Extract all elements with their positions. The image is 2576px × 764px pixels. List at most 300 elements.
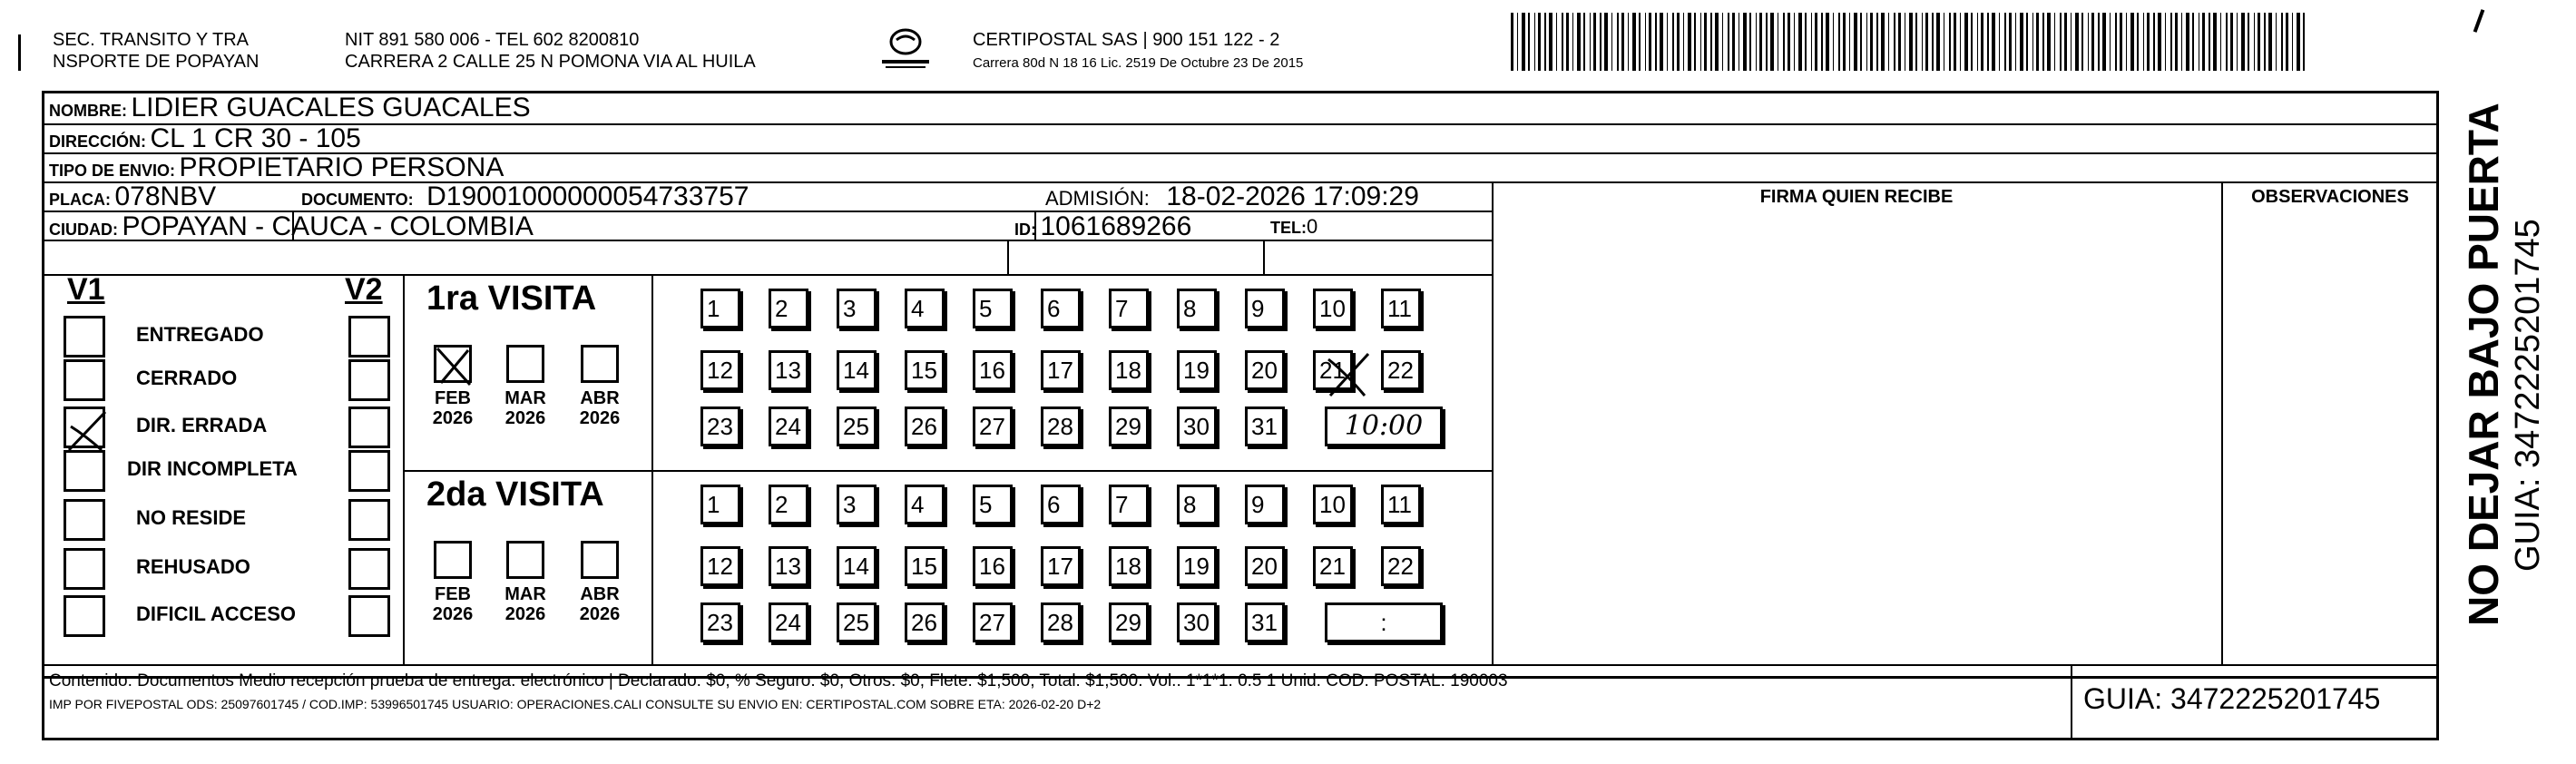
day-checkbox[interactable]: 14 (837, 546, 877, 586)
month-name: MAR (504, 584, 546, 604)
barcode-bar (1964, 13, 1968, 71)
row-divider-3-right (1492, 181, 2439, 183)
barcode-bar (2110, 13, 2111, 71)
status-label: REHUSADO (136, 555, 250, 578)
barcode-bar (1621, 13, 1624, 71)
status-v1-checkbox[interactable] (64, 316, 105, 358)
day-checkbox[interactable]: 24 (769, 602, 808, 642)
barcode-bar (1749, 13, 1751, 71)
day-checkbox[interactable]: 19 (1177, 546, 1217, 586)
barcode-bar (2071, 13, 2072, 71)
barcode-bar (1528, 13, 1530, 71)
direccion-label: DIRECCIÓN: (49, 132, 146, 151)
barcode-bar (2181, 13, 2182, 71)
day-checkbox[interactable]: 21 (1313, 546, 1353, 586)
barcode-bar (1572, 13, 1573, 71)
day-checkbox[interactable]: 12 (700, 350, 740, 390)
barcode-bar (2209, 13, 2210, 71)
tipo-value: PROPIETARIO PERSONA (179, 152, 504, 182)
barcode-bar (1522, 13, 1525, 71)
barcode-bar (2060, 13, 2062, 71)
month-checkbox[interactable] (581, 541, 619, 579)
barcode-bar (1549, 13, 1552, 71)
barcode-bar (1936, 13, 1940, 71)
status-label: DIFICIL ACCESO (136, 602, 297, 625)
footer-guia: GUIA: 3472225201745 (2083, 682, 2381, 715)
day-checkbox[interactable]: 4 (905, 289, 945, 328)
barcode-bar (2213, 13, 2217, 71)
nombre-value: LIDIER GUACALES GUACALES (131, 93, 531, 122)
barcode-bar (1794, 13, 1795, 71)
status-v2-checkbox[interactable] (348, 548, 390, 590)
ciudad-cell (49, 210, 534, 249)
barcode-bar (2268, 13, 2272, 71)
barcode-bar (2064, 13, 2067, 71)
barcode-bar (2102, 13, 2106, 71)
barcode-bar (2281, 13, 2283, 71)
barcode-bar (2143, 13, 2144, 71)
day-checkbox[interactable]: 31 (1245, 602, 1285, 642)
barcode-bar (2032, 13, 2033, 71)
month-year: 2026 (504, 408, 546, 428)
day-checkbox[interactable]: 6 (1041, 485, 1081, 524)
day-checkbox[interactable]: 30 (1177, 406, 1217, 446)
day-checkbox[interactable]: 3 (837, 289, 877, 328)
nit-line-2: CARRERA 2 CALLE 25 N POMONA VIA AL HUILA (345, 52, 756, 72)
month-label (426, 584, 480, 624)
day-checkbox[interactable]: 12 (700, 546, 740, 586)
barcode-bar (1854, 13, 1857, 71)
barcode-bar (1909, 13, 1913, 71)
barcode-bar (2036, 13, 2039, 71)
day-checkbox[interactable]: 1 (700, 289, 740, 328)
month-name: FEB (435, 584, 471, 604)
check-mark-day-21-first (1325, 350, 1376, 401)
barcode-bar (1628, 13, 1629, 71)
day-checkbox[interactable]: 2 (769, 289, 808, 328)
placa-label: PLACA: (49, 191, 111, 209)
month-name: ABR (580, 388, 620, 408)
day-checkbox[interactable]: 6 (1041, 289, 1081, 328)
day-checkbox[interactable]: 16 (973, 350, 1013, 390)
day-checkbox[interactable]: 23 (700, 406, 740, 446)
status-label: CERRADO (136, 367, 238, 389)
month-year: 2026 (579, 408, 621, 428)
barcode-bar (2015, 13, 2016, 71)
tel-cell (1270, 210, 1317, 247)
barcode-bar (1704, 13, 1707, 71)
barcode-bar (2165, 13, 2166, 71)
barcode-bar (1593, 13, 1596, 71)
month-label (573, 388, 627, 428)
second-visit-time: : (1325, 602, 1443, 642)
barcode-bar (1849, 13, 1850, 71)
barcode-bar (1511, 13, 1513, 71)
barcode-bar (2130, 13, 2134, 71)
status-v2-checkbox[interactable] (348, 499, 390, 541)
day-checkbox[interactable]: 15 (905, 350, 945, 390)
barcode-bar (1700, 13, 1701, 71)
day-checkbox[interactable]: 18 (1109, 350, 1149, 390)
barcode-bar (1683, 13, 1684, 71)
nombre-label: NOMBRE: (49, 102, 127, 120)
month-name: ABR (580, 584, 620, 604)
first-visit-time: 10:00 (1325, 406, 1443, 446)
barcode-bar (1728, 13, 1729, 71)
barcode-bar (2075, 13, 2079, 71)
barcode-bar (2241, 13, 2245, 71)
status-label: NO RESIDE (136, 506, 247, 529)
barcode-bar (1866, 13, 1867, 71)
barcode-bar (1577, 13, 1581, 71)
month-checkbox[interactable] (506, 541, 544, 579)
barcode-bar (2220, 13, 2221, 71)
day-checkbox[interactable]: 4 (905, 485, 945, 524)
day-checkbox[interactable]: 5 (973, 485, 1013, 524)
day-checkbox[interactable]: 29 (1109, 406, 1149, 446)
barcode-bar (2081, 13, 2083, 71)
nit-line-1: NIT 891 580 006 - TEL 602 8200810 (345, 30, 640, 50)
barcode-bar (2054, 13, 2055, 71)
barcode-bar (1722, 13, 1723, 71)
month-year: 2026 (432, 604, 474, 624)
month-year: 2026 (579, 604, 621, 624)
day-checkbox[interactable]: 28 (1041, 602, 1081, 642)
barcode-bar (2258, 13, 2260, 71)
margin-mark-left (18, 34, 21, 71)
barcode-bar (2042, 13, 2044, 71)
day-checkbox[interactable]: 8 (1177, 289, 1217, 328)
barcode-bar (1992, 13, 1995, 71)
day-checkbox[interactable]: 9 (1245, 485, 1285, 524)
day-checkbox[interactable]: 28 (1041, 406, 1081, 446)
barcode-bar (1838, 13, 1840, 71)
day-checkbox[interactable]: 16 (973, 546, 1013, 586)
day-checkbox[interactable]: 25 (837, 602, 877, 642)
barcode-bar (1710, 13, 1712, 71)
barcode-bar (1660, 13, 1663, 71)
day-checkbox[interactable]: 29 (1109, 602, 1149, 642)
barcode-bar (1677, 13, 1680, 71)
month-checkbox[interactable] (434, 541, 472, 579)
month-label (498, 584, 553, 624)
day-checkbox[interactable]: 25 (837, 406, 877, 446)
barcode-bar (1888, 13, 1889, 71)
footer-content-line: Contenido: Documentos Medio recepción prueba de entrega: electrónico | Declarado: $0, % Seguro: $0, Otros: $0, Flete: $1,500, Total: $1,500. Vol.: 1*1*1. 0.5 1 Unid. COD. POSTAL: 190003 (49, 671, 1508, 691)
month-checkbox[interactable] (581, 345, 619, 383)
barcode-bar (1981, 13, 1983, 71)
barcode-bar (1639, 13, 1641, 71)
barcode-bar (2202, 13, 2205, 71)
day-checkbox[interactable]: 20 (1245, 350, 1285, 390)
month-label (426, 388, 480, 428)
day-checkbox[interactable]: 27 (973, 602, 1013, 642)
day-checkbox[interactable]: 1 (700, 485, 740, 524)
day-checkbox[interactable]: 13 (769, 350, 808, 390)
barcode-bar (1898, 13, 1901, 71)
side-warning: NO DEJAR BAJO PUERTA (2460, 103, 2507, 626)
barcode-bar (1876, 13, 1878, 71)
barcode-bar (2254, 13, 2255, 71)
barcode-bar (1915, 13, 1917, 71)
id-cell (1014, 210, 1191, 249)
status-v2-checkbox[interactable] (348, 406, 390, 448)
barcode-bar (1759, 13, 1762, 71)
barcode-bar (1562, 13, 1563, 71)
day-checkbox[interactable]: 18 (1109, 546, 1149, 586)
id-label: ID: (1014, 220, 1036, 239)
barcode-bar (1649, 13, 1651, 71)
ciudad-label: CIUDAD: (49, 220, 118, 239)
barcode-bar (1798, 13, 1802, 71)
day-checkbox[interactable]: 2 (769, 485, 808, 524)
day-checkbox[interactable]: 10 (1313, 485, 1353, 524)
day-checkbox[interactable]: 22 (1381, 350, 1421, 390)
day-checkbox[interactable]: 20 (1245, 546, 1285, 586)
day-checkbox[interactable]: 8 (1177, 485, 1217, 524)
barcode-bar (2009, 13, 2012, 71)
status-divider (403, 274, 405, 664)
barcode-bar (2264, 13, 2266, 71)
status-v1-checkbox[interactable] (64, 548, 105, 590)
month-year: 2026 (432, 408, 474, 428)
first-visit-title: 1ra VISITA (426, 279, 597, 318)
barcode-bar (2237, 13, 2238, 71)
firma-header: FIRMA QUIEN RECIBE (1759, 187, 1954, 207)
barcode-bar (1860, 13, 1862, 71)
sender-line-1: SEC. TRANSITO Y TRA (53, 30, 249, 50)
barcode-bar (1556, 13, 1557, 71)
barcode-bar (1715, 13, 1719, 71)
day-checkbox[interactable]: 17 (1041, 546, 1081, 586)
id-divider (1007, 240, 1009, 274)
barcode-bar (1517, 13, 1518, 71)
second-visit-title: 2da VISITA (426, 475, 604, 514)
barcode-bar (1971, 13, 1973, 71)
tel-label: TEL: (1270, 219, 1307, 237)
day-checkbox[interactable]: 11 (1381, 289, 1421, 328)
day-checkbox[interactable]: 3 (837, 485, 877, 524)
barcode-bar (2088, 13, 2089, 71)
status-v1-checkbox[interactable] (64, 359, 105, 401)
barcode-bar (1894, 13, 1895, 71)
barcode-bar (1987, 13, 1989, 71)
barcode-bar (1783, 13, 1785, 71)
admision-value: 18-02-2026 17:09:29 (1166, 181, 1419, 211)
v1-header: V1 (67, 272, 105, 307)
barcode-bar (2020, 13, 2023, 71)
day-checkbox[interactable]: 31 (1245, 406, 1285, 446)
obs-divider (2221, 181, 2223, 664)
sender-line-2: NSPORTE DE POPAYAN (53, 52, 260, 72)
barcode-bar (2297, 13, 2300, 71)
barcode-bar (1688, 13, 1691, 71)
ciudad-value: POPAYAN - CAUCA - COLOMBIA (122, 211, 534, 241)
status-v2-checkbox[interactable] (348, 595, 390, 637)
documento-value: D19001000000054733757 (426, 181, 749, 211)
barcode-bar (1600, 13, 1601, 71)
day-checkbox[interactable]: 30 (1177, 602, 1217, 642)
barcode-bar (1756, 13, 1757, 71)
barcode-bar (1811, 13, 1812, 71)
barcode-bar (1655, 13, 1657, 71)
side-text (2459, 103, 2559, 626)
barcode-bar (1925, 13, 1928, 71)
barcode-bar (1770, 13, 1774, 71)
barcode-bar (2226, 13, 2228, 71)
barcode-bar (1788, 13, 1790, 71)
barcode-bar (2175, 13, 2178, 71)
day-checkbox[interactable]: 11 (1381, 485, 1421, 524)
status-v2-checkbox[interactable] (348, 359, 390, 401)
check-mark-feb-first (432, 345, 475, 388)
side-guia: GUIA: 3472225201745 (2509, 219, 2547, 572)
barcode-bar (1538, 13, 1541, 71)
barcode-bar (1999, 13, 2000, 71)
barcode-bar (2292, 13, 2293, 71)
barcode-bar (1632, 13, 1636, 71)
barcode-bar (2137, 13, 2139, 71)
month-year: 2026 (504, 604, 546, 624)
barcode-bar (1694, 13, 1696, 71)
barcode-bar (2047, 13, 2051, 71)
barcode-bar (1881, 13, 1885, 71)
observaciones-header: OBSERVACIONES (2251, 187, 2409, 207)
barcode-bar (2153, 13, 2155, 71)
month-checkbox[interactable] (506, 345, 544, 383)
id-value: 1061689266 (1040, 211, 1192, 241)
barcode-bar (1977, 13, 1978, 71)
barcode-bar (2126, 13, 2127, 71)
barcode-bar (1805, 13, 1807, 71)
barcode-bar (1645, 13, 1646, 71)
barcode-bar (1843, 13, 1846, 71)
barcode-bar (2276, 13, 2277, 71)
barcode-bar (1617, 13, 1619, 71)
tipo-label: TIPO DE ENVIO: (49, 162, 176, 180)
barcode-bar (1534, 13, 1535, 71)
month-name: FEB (435, 388, 471, 408)
day-checkbox[interactable]: 26 (905, 602, 945, 642)
left-col-divider (1492, 181, 1494, 664)
check-mark-dir-errada-v1 (62, 406, 113, 457)
barcode-icon (1511, 13, 2318, 71)
month-label (498, 388, 553, 428)
barcode-bar (1815, 13, 1817, 71)
day-checkbox[interactable]: 9 (1245, 289, 1285, 328)
status-v2-checkbox[interactable] (348, 316, 390, 358)
barcode-bar (1932, 13, 1934, 71)
barcode-bar (2192, 13, 2194, 71)
day-checkbox[interactable]: 19 (1177, 350, 1217, 390)
admision-label: ADMISIÓN: (1045, 187, 1150, 210)
status-label: DIR. ERRADA (136, 414, 268, 436)
barcode-bar (2147, 13, 2150, 71)
barcode-bar (2230, 13, 2233, 71)
status-v1-checkbox[interactable] (64, 499, 105, 541)
tel-value: 0 (1307, 215, 1318, 238)
barcode-bar (1611, 13, 1612, 71)
barcode-bar (2286, 13, 2288, 71)
day-checkbox[interactable]: 13 (769, 546, 808, 586)
month-name: MAR (504, 388, 546, 408)
documento-label: DOCUMENTO: (301, 191, 414, 209)
certipostal-logo-icon (871, 24, 940, 74)
barcode-bar (2170, 13, 2172, 71)
barcode-bar (2120, 13, 2122, 71)
month-label (573, 584, 627, 624)
day-checkbox[interactable]: 27 (973, 406, 1013, 446)
status-label: ENTREGADO (136, 323, 264, 346)
margin-mark-right (2473, 9, 2485, 33)
footer-imp-line: IMP POR FIVEPOSTAL ODS: 25097601745 / COD.IMP: 53996501745 USUARIO: OPERACIONES.CALI CONSULTE SU ENVIO EN: CERTIPOSTAL.COM SOBRE ETA: 2026-02-20 D+2 (49, 697, 1102, 711)
barcode-bar (1960, 13, 1961, 71)
status-v2-checkbox[interactable] (348, 450, 390, 492)
barcode-bar (1743, 13, 1747, 71)
barcode-bar (1766, 13, 1768, 71)
barcode-bar (1566, 13, 1569, 71)
barcode-bar (1826, 13, 1829, 71)
barcode-bar (1732, 13, 1735, 71)
barcode-bar (1821, 13, 1823, 71)
day-checkbox[interactable]: 26 (905, 406, 945, 446)
status-label: DIR INCOMPLETA (127, 457, 298, 480)
day-checkbox[interactable]: 15 (905, 546, 945, 586)
day-checkbox[interactable]: 14 (837, 350, 877, 390)
day-checkbox[interactable]: 7 (1109, 289, 1149, 328)
row-divider-6 (42, 274, 1492, 276)
barcode-bar (1604, 13, 1608, 71)
barcode-bar (2158, 13, 2161, 71)
barcode-bar (2115, 13, 2117, 71)
barcode-bar (1544, 13, 1546, 71)
status-v1-checkbox[interactable] (64, 595, 105, 637)
day-checkbox[interactable]: 7 (1109, 485, 1149, 524)
barcode-bar (1954, 13, 1956, 71)
day-checkbox[interactable]: 24 (769, 406, 808, 446)
carrier-line-2: Carrera 80d N 18 16 Lic. 2519 De Octubre 23 De 2015 (973, 55, 1304, 71)
direccion-value: CL 1 CR 30 - 105 (150, 123, 361, 153)
barcode-bar (2186, 13, 2189, 71)
barcode-bar (2248, 13, 2249, 71)
carrier-line-1: CERTIPOSTAL SAS | 900 151 122 - 2 (973, 30, 1280, 50)
day-checkbox[interactable]: 21 (1313, 350, 1353, 390)
barcode-bar (1667, 13, 1668, 71)
barcode-bar (1583, 13, 1585, 71)
barcode-bar (2004, 13, 2006, 71)
day-checkbox[interactable]: 22 (1381, 546, 1421, 586)
barcode-bar (1590, 13, 1591, 71)
day-checkbox[interactable]: 10 (1313, 289, 1353, 328)
barcode-bar (1870, 13, 1873, 71)
month-divider (651, 274, 653, 664)
barcode-bar (2303, 13, 2305, 71)
barcode-bar (1672, 13, 1674, 71)
tel-divider (1263, 240, 1265, 274)
barcode-bar (1949, 13, 1951, 71)
barcode-bar (2091, 13, 2094, 71)
placa-value: 078NBV (114, 181, 217, 211)
v2-header: V2 (345, 272, 383, 307)
visit-divider (403, 470, 1492, 472)
day-checkbox[interactable]: 5 (973, 289, 1013, 328)
barcode-bar (2026, 13, 2028, 71)
day-checkbox[interactable]: 17 (1041, 350, 1081, 390)
barcode-bar (2098, 13, 2100, 71)
barcode-bar (1922, 13, 1923, 71)
barcode-bar (1833, 13, 1834, 71)
day-checkbox[interactable]: 23 (700, 602, 740, 642)
